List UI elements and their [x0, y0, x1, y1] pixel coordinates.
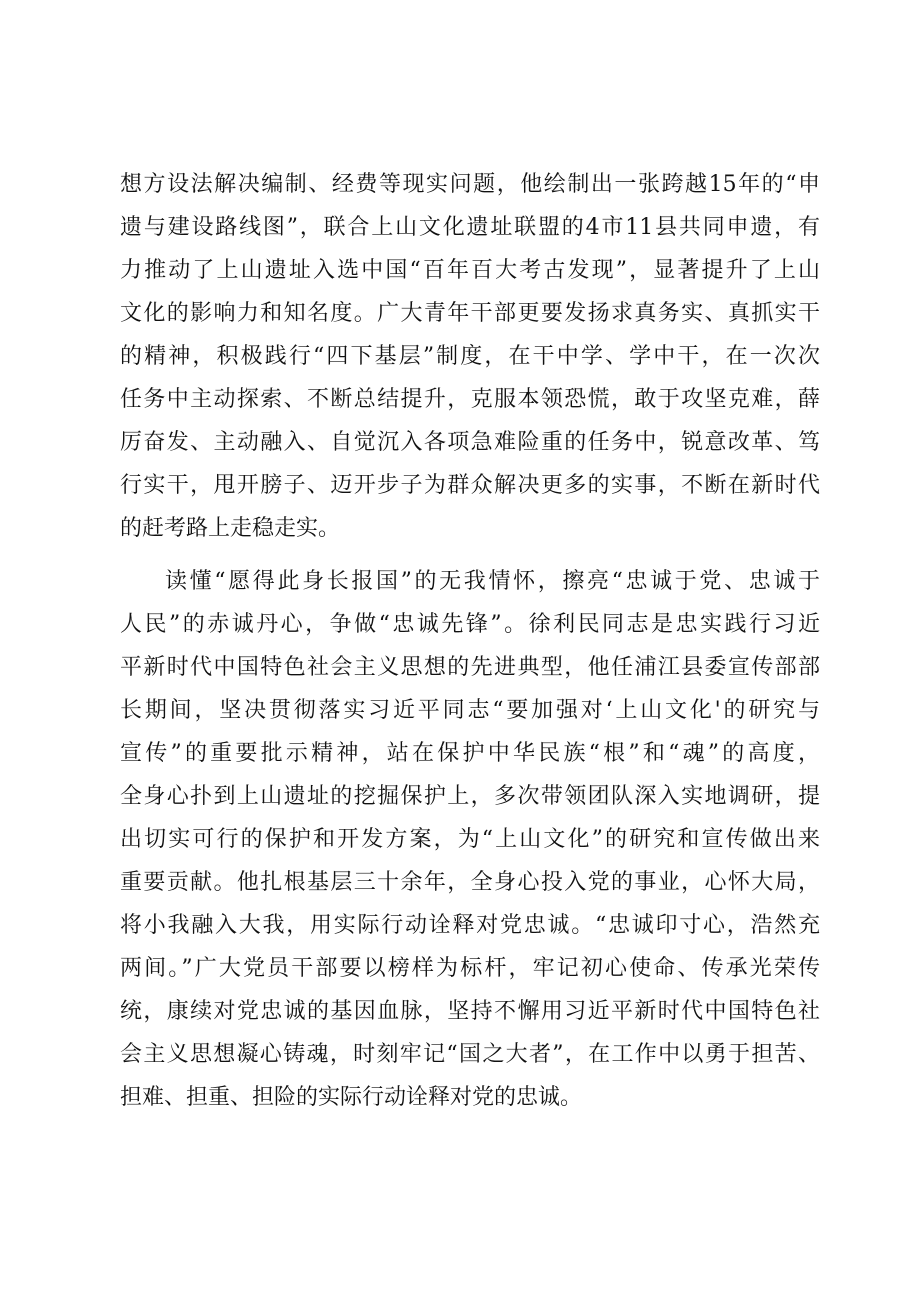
text-line: 平新时代中国特色社会主义思想的先进典型，他任浦江县委宣传部部	[120, 655, 820, 680]
text-line: 的精神，积极践行“四下基层”制度，在干中学、学中干，在一次次	[120, 344, 820, 369]
text-line: 出切实可行的保护和开发方案，为“上山文化”的研究和宣传做出来	[120, 827, 820, 852]
text-line: 行实干，甩开膀子、迈开步子为群众解决更多的实事，不断在新时代	[120, 473, 820, 498]
text-line: 力推动了上山遗址入选中国“百年百大考古发现”，显著提升了上山	[120, 258, 820, 283]
text-line: 重要贡献。他扎根基层三十余年，全身心投入党的事业，心怀大局，	[120, 870, 820, 895]
text-line: 人民”的赤诚丹心，争做“忠诚先锋”。徐利民同志是忠实践行习近	[120, 612, 820, 637]
text-line: 文化的影响力和知名度。广大青年干部更要发扬求真务实、真抓实干	[120, 301, 820, 326]
text-line-last: 的赶考路上走稳走实。	[120, 516, 341, 541]
text-line: 全身心扑到上山遗址的挖掘保护上，多次带领团队深入实地调研，提	[120, 784, 820, 809]
text-line: 统，康续对党忠诚的基因血脉，坚持不懈用习近平新时代中国特色社	[120, 999, 820, 1024]
text-line: 任务中主动探索、不断总结提升，克服本领恐慌，敢于攻坚克难，薛	[120, 387, 820, 412]
text-line: 遗与建设路线图”，联合上山文化遗址联盟的4市11县共同申遗，有	[120, 215, 820, 240]
text-line: 将小我融入大我，用实际行动诠释对党忠诚。“忠诚印寸心，浩然充	[120, 913, 820, 938]
paragraph-2	[120, 560, 820, 1119]
text-line: 宣传”的重要批示精神，站在保护中华民族“根”和“魂”的高度，	[120, 741, 820, 766]
paragraph-1	[120, 163, 820, 550]
text-line-last: 担难、担重、担险的实际行动诠释对党的忠诚。	[120, 1085, 583, 1110]
text-line: 两间。”广大党员干部要以榜样为标杆，牢记初心使命、传承光荣传	[120, 956, 820, 981]
text-line: 长期间，坚决贯彻落实习近平同志“要加强对‘上山文化'的研究与	[120, 698, 820, 723]
text-line: 想方设法解决编制、经费等现实问题，他绘制出一张跨越15年的“申	[120, 172, 820, 197]
text-line: 会主义思想凝心铸魂，时刻牢记“国之大者”，在工作中以勇于担苦、	[120, 1042, 820, 1067]
text-line: 厉奋发、主动融入、自觉沉入各项急难险重的任务中，锐意改革、笃	[120, 430, 820, 455]
text-line-first: 读懂“愿得此身长报国”的无我情怀，擦亮“忠诚于党、忠诚于	[165, 569, 820, 594]
